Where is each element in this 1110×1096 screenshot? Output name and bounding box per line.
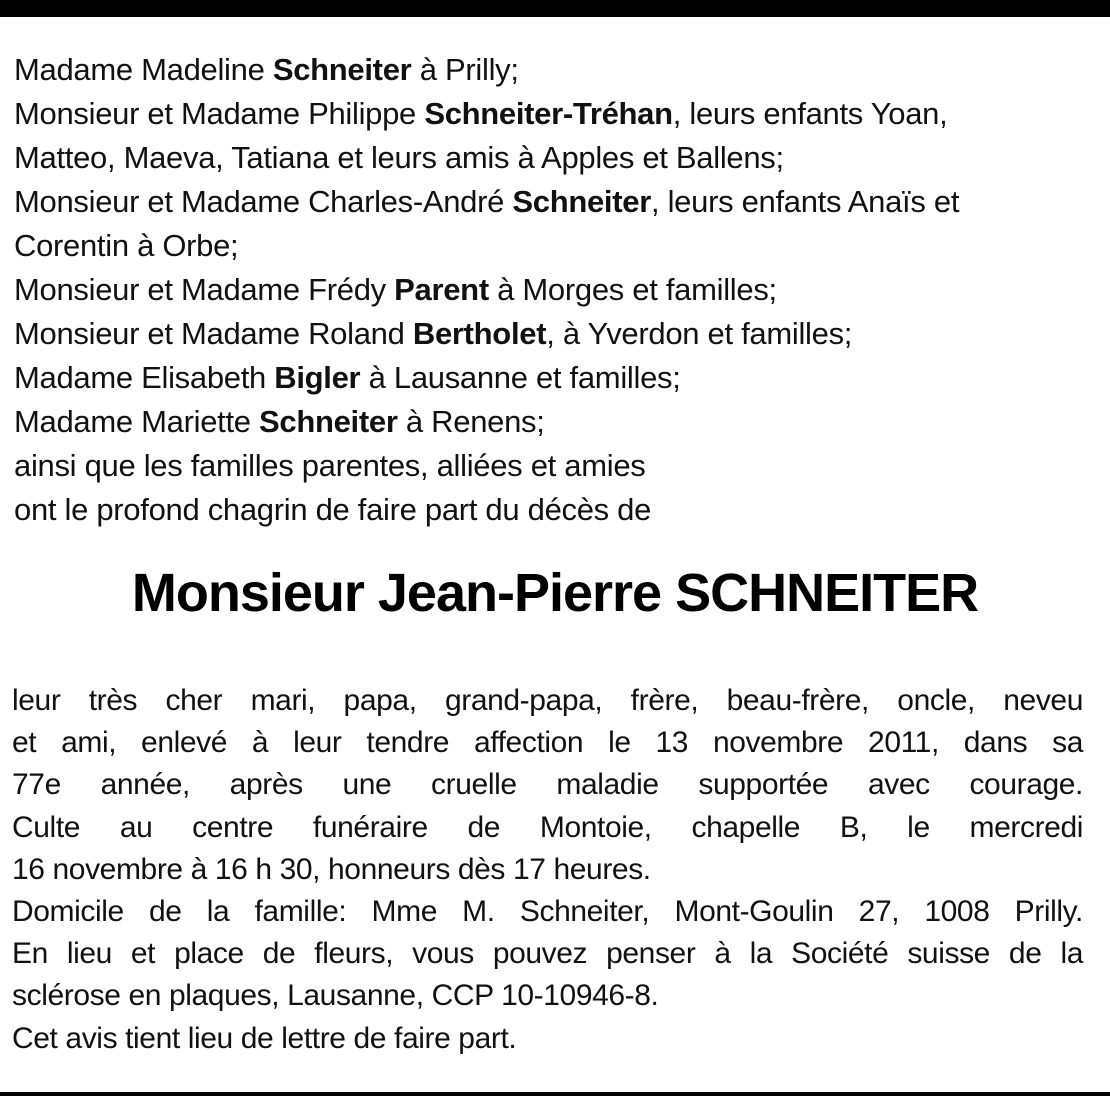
surname: Bertholet — [412, 316, 547, 351]
line-text: Madame Madeline — [14, 52, 273, 87]
family-line — [14, 400, 1104, 444]
body-line: leur très cher mari, papa, grand-papa, frère, beau-frère, oncle, neveu — [12, 684, 1083, 717]
surname: Bigler — [274, 360, 361, 395]
line-text: à Prilly; — [411, 52, 519, 87]
line-text: Madame Mariette — [14, 404, 260, 439]
family-line — [14, 444, 1104, 488]
obituary-text — [12, 680, 1083, 1060]
body-line: 16 novembre à 16 h 30, honneurs dès 17 heures. — [12, 852, 651, 886]
body-line: Cet avis tient lieu de lettre de faire part. — [12, 1021, 517, 1055]
body-line: sclérose en plaques, Lausanne, CCP 10-10946-8. — [12, 979, 659, 1013]
line-text: , à Yverdon et familles; — [546, 316, 853, 351]
line-text: Corentin à Orbe; — [14, 228, 239, 263]
body-line: Domicile de la famille: Mme M. Schneiter, Mont-Goulin 27, 1008 Prilly. — [12, 895, 1083, 929]
surname: Schneiter — [512, 184, 651, 219]
body-line: Culte au centre funéraire de Montoie, chapelle B, le mercredi — [12, 810, 1083, 844]
family-line — [14, 92, 1104, 136]
line-text: Monsieur et Madame Frédy — [14, 272, 395, 307]
line-text: Matteo, Maeva, Tatiana et leurs amis à Apples et Ballens; — [14, 140, 784, 175]
line-text: Monsieur et Madame Charles-André — [14, 184, 513, 219]
line-text: Monsieur et Madame Roland — [14, 316, 413, 351]
line-text: à Renens; — [397, 404, 545, 439]
family-line — [14, 136, 1104, 180]
family-line — [14, 488, 1104, 532]
surname: Parent — [394, 272, 489, 307]
line-text: , leurs enfants Yoan, — [672, 96, 948, 131]
body-line: 77e année, après une cruelle maladie supportée avec courage. — [12, 768, 1083, 802]
surname: Schneiter-Tréhan — [424, 96, 673, 131]
body-line: En lieu et place de fleurs, vous pouvez penser à la Société suisse de la — [12, 937, 1083, 971]
family-list — [14, 48, 1104, 532]
line-text: ont le profond chagrin de faire part du décès de — [14, 492, 652, 527]
line-text: , leurs enfants Anaïs et — [650, 184, 960, 219]
surname: Schneiter — [272, 52, 412, 87]
body-line: et ami, enlevé à leur tendre affection le 13 novembre 2011, dans sa — [12, 726, 1083, 760]
line-text: à Morges et familles; — [488, 272, 777, 307]
top-border — [0, 0, 1110, 17]
deceased-name: Monsieur Jean-Pierre SCHNEITER — [131, 563, 979, 623]
family-line — [14, 180, 1104, 224]
bottom-border — [0, 1092, 1110, 1096]
line-text: ainsi que les familles parentes, alliées et amies — [14, 448, 646, 483]
family-line — [14, 312, 1104, 356]
family-line — [14, 268, 1104, 312]
surname: Schneiter — [259, 404, 398, 439]
line-text: à Lausanne et familles; — [360, 360, 681, 395]
line-text: Madame Elisabeth — [14, 360, 275, 395]
line-text: Monsieur et Madame Philippe — [14, 96, 425, 131]
family-line — [14, 356, 1104, 400]
family-line — [14, 224, 1104, 268]
family-line — [14, 48, 1104, 92]
